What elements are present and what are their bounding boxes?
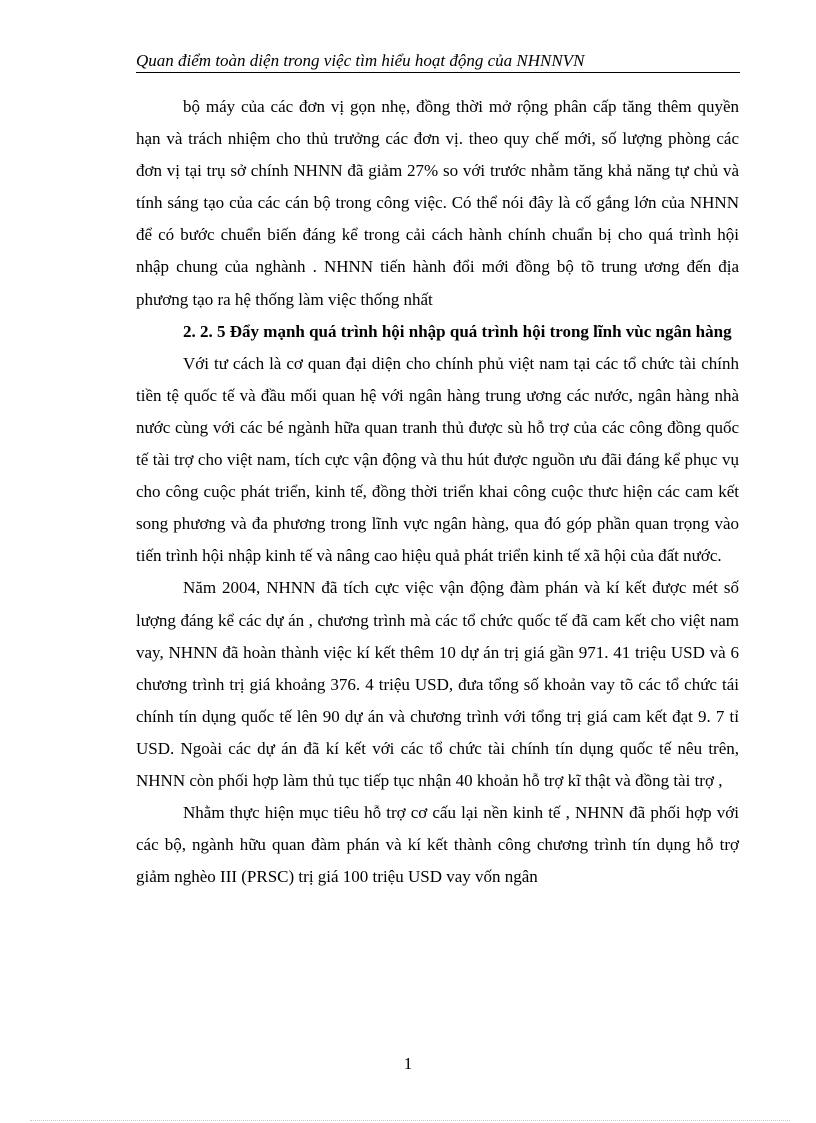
- page-number: 1: [403, 1054, 413, 1073]
- body-text: [136, 91, 739, 893]
- paragraph-administrative-reform: bộ máy của các đơn vị gọn nhẹ, đồng thời mở rộng phân cấp tăng thêm quyền hạn và trách nhiệm cho thủ trưởng các đơn vị. theo quy chế mới, số lượng phòng các đơn vị tại trụ sở chính NHNN đã giảm 27% so với trước nhằm tăng khả năng tự chủ và tính sáng tạo của các cán bộ trong công việc. Có thể nói đây là cố gắng lớn của NHNN để có bước chuển biến đáng kể trong cải cách hành chính chuẩn bị cho quá trình hội nhập chung của nghành . NHNN tiến hành đổi mới đồng bộ tõ trung ương đến địa phương tạo ra hệ thống làm việc thống nhất: [136, 97, 739, 309]
- paragraph-prsc-program: Nhằm thực hiện mục tiêu hỗ trợ cơ cấu lại nền kinh tế , NHNN đã phối hợp với các bộ, ngành hữu quan đàm phán và kí kết thành công chương trình tín dụng hỗ trợ giảm nghèo III (PRSC) trị giá 100 triệu USD vay vốn ngân: [136, 803, 739, 887]
- paragraph-2004-loans: Năm 2004, NHNN đã tích cực việc vận động đàm phán và kí kết được mét số lượng đáng kể các dự án , chương trình mà các tổ chức quốc tế đã cam kết cho việt nam vay, NHNN đã hoàn thành việc kí kết thêm 10 dự án trị giá gần 971. 41 triệu USD và 6 chương trình trị giá khoảng 376. 4 triệu USD, đưa tổng số khoản vay tõ các tổ chức tái chính tín dụng quốc tế lên 90 dự án và chương trình với tổng trị giá cam kết đạt 9. 7 tỉ USD. Ngoài các dự án đã kí kết với các tổ chức tài chính tín dụng quốc tế nêu trên, NHNN còn phối hợp làm thủ tục tiếp tục nhận 40 khoản hỗ trợ kĩ thật và đồng tài trợ ,: [136, 578, 739, 790]
- paragraph-international-cooperation: Với tư cách là cơ quan đại diện cho chính phủ việt nam tại các tổ chức tài chính tiền tệ quốc tế và đầu mối quan hệ với ngân hàng trung ương các nước, ngân hàng nhà nước cùng với các bé ngành hữa quan tranh thủ được sù hỗ trợ của các công đồng quốc tế tài trợ cho việt nam, tích cực vận động và thu hút được nguồn ưu đãi đáng kể phục vụ cho công cuộc phát triển, kinh tế, đồng thời triển khai công cuộc thưc hiện các cam kết song phương và đa phương trong lĩnh vực ngân hàng, qua đó góp phần quan trọng vào tiến trình hội nhập kinh tế và nâng cao hiệu quả phát triển kinh tế xã hội của đất nước.: [136, 353, 739, 566]
- page-bottom-divider: [30, 1120, 790, 1121]
- running-header: Quan điểm toàn diện trong việc tìm hiểu hoạt động của NHNNVN: [136, 50, 740, 73]
- section-heading-2-2-5: 2. 2. 5 Đẩy mạnh quá trình hội nhập quá trình hội trong lĩnh vùc ngân hàng: [183, 321, 732, 341]
